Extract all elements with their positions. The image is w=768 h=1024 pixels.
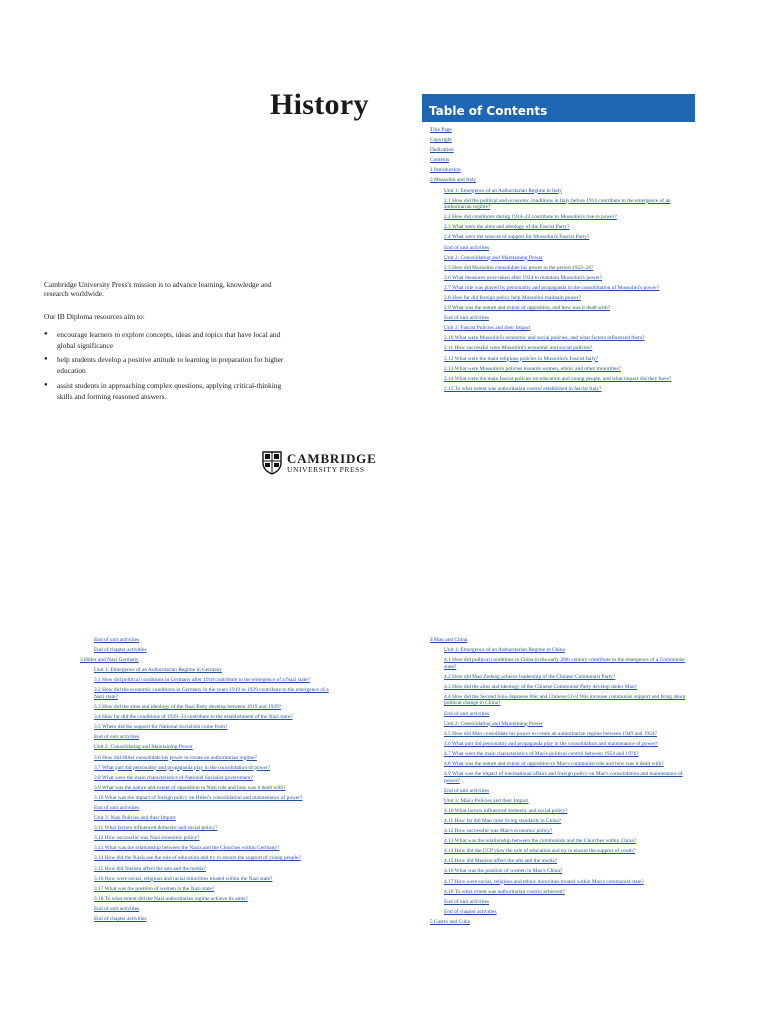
toc-entry[interactable]	[430, 376, 690, 383]
toc-entry[interactable]	[430, 808, 690, 815]
toc-entry-label: 4.15 How did Maoism affect the arts and the media?	[444, 858, 558, 865]
toc-entry-label: 2.12 What were the main religious policies in Mussolini's Fascist Italy?	[444, 355, 599, 362]
toc-entry[interactable]	[430, 889, 690, 896]
toc-entry-label: 4.16 What was the position of women in Mao's China?	[444, 868, 563, 875]
toc-entry-label: Unit 2: Consolidating and Maintaining Power	[444, 254, 543, 261]
toc-entry[interactable]	[80, 647, 340, 654]
toc-entry-label: 2.14 What were the main fascist policies on education and young people, and what impact did they have?	[444, 375, 672, 382]
toc-entry-label: 4.14 How did the CCP view the role of education and try to ensure the support of youth?	[444, 848, 636, 855]
toc-entry[interactable]	[430, 711, 690, 718]
toc-entry-label: 3.1 How did political conditions in Germany after 1918 contribute to the emergence of a Nazi state?	[94, 677, 310, 684]
aims-intro: Our IB Diploma resources aim to:	[44, 312, 145, 321]
toc-entry[interactable]	[430, 848, 690, 855]
toc-entry-label: Contents	[430, 157, 450, 164]
publisher-logo	[262, 451, 377, 475]
mission-statement: Cambridge University Press's mission is to advance learning, knowledge and research worldwide.	[44, 280, 272, 299]
toc-entry-label: 3.6 How did Hitler consolidate his power to create an authoritarian regime?	[94, 754, 257, 761]
toc-entry[interactable]	[430, 637, 690, 644]
toc-entry-label: 2.6 What measures were taken after 1924 to maintain Mussolini's power?	[444, 274, 603, 281]
toc-entry[interactable]	[80, 795, 340, 802]
toc-entry-label: 4.10 What factors influenced domestic and social policy?	[444, 807, 568, 814]
toc-entry[interactable]	[80, 687, 340, 700]
toc-entry[interactable]	[430, 315, 690, 322]
toc-entry[interactable]	[430, 255, 690, 262]
toc-entry-label: Copyright	[430, 137, 452, 144]
toc-entry[interactable]	[80, 886, 340, 893]
toc-entry-label: Unit 1: Emergence of an Authoritarian Regime in Italy	[444, 187, 562, 194]
toc-entry[interactable]	[430, 147, 690, 154]
toc-entry-label: 3.3 How did the aims and ideology of the Nazi Party develop between 1919 and 1929?	[94, 704, 282, 711]
toc-entry-label: End of unit activities	[444, 315, 490, 322]
toc-list	[430, 127, 690, 396]
toc-entry[interactable]	[430, 275, 690, 282]
toc-entry[interactable]	[430, 899, 690, 906]
toc-entry-label: End of chapter activities	[94, 916, 147, 923]
toc-entry[interactable]	[80, 916, 340, 923]
toc-entry-label: 4.3 How did the aims and ideology of the Chinese Communist Party develop under Mao?	[444, 683, 637, 690]
toc-entry[interactable]	[80, 896, 340, 903]
toc-entry[interactable]	[80, 855, 340, 862]
toc-entry[interactable]	[80, 734, 340, 741]
toc-entry-label: 2.7 What role was played by personality and propaganda in the consolidation of Mussolini's power?	[444, 284, 660, 291]
toc-entry[interactable]	[80, 835, 340, 842]
toc-entry-label: 4.8 What was the nature and extent of opposition to Mao's communist rule and how was it dealt with?	[444, 761, 664, 768]
toc-entry-label: 2.10 What were Mussolini's economic and social policies, and what factors influenced them?	[444, 335, 645, 342]
toc-entry[interactable]	[430, 694, 690, 707]
toc-entry[interactable]	[430, 657, 690, 670]
toc-entry[interactable]	[80, 704, 340, 711]
toc-entry[interactable]	[430, 721, 690, 728]
toc-entry-label: 4.7 What were the main characteristics of Mao's political control between 1954 and 1976?	[444, 750, 639, 757]
toc-entry-label: 3.13 What was the relationship between the Nazis and the Churches within Germany?	[94, 845, 280, 852]
toc-entry[interactable]	[430, 828, 690, 835]
toc-entry[interactable]	[430, 127, 690, 134]
toc-entry-label: End of chapter activities	[94, 647, 147, 654]
toc-entry-label: End of unit activities	[444, 244, 490, 251]
toc-entry[interactable]	[430, 674, 690, 681]
toc-entry[interactable]	[80, 825, 340, 832]
toc-entry[interactable]	[430, 285, 690, 292]
toc-entry[interactable]	[430, 909, 690, 916]
toc-entry[interactable]	[80, 845, 340, 852]
toc-entry[interactable]	[430, 198, 690, 211]
toc-entry[interactable]	[80, 677, 340, 684]
toc-entry[interactable]	[430, 366, 690, 373]
toc-entry-label: 4 Mao and China	[430, 637, 468, 643]
toc-entry[interactable]	[430, 188, 690, 195]
toc-entry[interactable]	[80, 866, 340, 873]
toc-entry-label: End of unit activities	[444, 710, 490, 717]
toc-entry-label: 3.12 How successful was Nazi economic policy?	[94, 835, 200, 842]
toc-entry-label: 4.4 How did the Second Sino-Japanese War and Chinese Civil War increase communist support and bring about political change in China?	[444, 693, 686, 707]
toc-entry[interactable]	[80, 667, 340, 674]
toc-entry-label: 4.6 What part did personality and propaganda play in the consolidation and maintenance of power?	[444, 740, 658, 747]
toc-entry-label: End of unit activities	[444, 898, 490, 905]
toc-entry-label: 3.5 Where did the support for National Socialism come from?	[94, 724, 228, 731]
toc-entry[interactable]	[430, 177, 690, 184]
toc-entry[interactable]	[80, 744, 340, 751]
toc-entry[interactable]	[80, 785, 340, 792]
toc-entry-label: 3.18 To what extent did the Nazi authoritarian regime achieve its aims?	[94, 895, 248, 902]
toc-entry-label: 1 Introduction	[430, 167, 461, 174]
toc-entry-label: 2.2 How did conditions during 1914–22 contribute to Mussolini's rise to power?	[444, 214, 617, 221]
toc-entry[interactable]	[430, 167, 690, 174]
toc-entry[interactable]	[430, 771, 690, 784]
toc-entry-label: 3.8 What were the main characteristics of National Socialist government?	[94, 774, 253, 781]
toc-entry[interactable]	[80, 637, 340, 644]
logo-name: CAMBRIDGE	[287, 450, 377, 466]
toc-entry[interactable]	[80, 724, 340, 731]
toc-entry-label: 4.9 What was the impact of international affairs and foreign policy on Mao's consolidation and maintenance of power?	[444, 771, 683, 784]
toc-entry-label: Dedication	[430, 147, 454, 154]
toc-entry-label: End of unit activities	[94, 637, 140, 643]
toc-entry[interactable]	[80, 775, 340, 782]
toc-entry[interactable]	[80, 805, 340, 812]
toc-entry-label: 2.11 How successful were Mussolini's economic and social policies?	[444, 345, 593, 352]
toc-entry-label: 2.4 What were the sources of support for Mussolini's Fascist Party?	[444, 234, 590, 241]
toc-entry-label: 3.7 What part did personality and propaganda play in the consolidation of power?	[94, 764, 271, 771]
toc-entry-label: Unit 3: Nazi Policies and their Impact	[94, 815, 176, 822]
toc-entry[interactable]	[430, 858, 690, 865]
toc-entry[interactable]	[430, 838, 690, 845]
toc-entry[interactable]	[430, 356, 690, 363]
toc-entry[interactable]	[80, 906, 340, 913]
toc-entry[interactable]	[430, 647, 690, 654]
toc-entry-label: End of unit activities	[94, 805, 140, 811]
toc-entry-label: 3.15 How did Nazism affect the arts and the media?	[94, 865, 206, 872]
toc-list	[430, 637, 690, 929]
toc-entry-label: 4.12 How successful was Mao's economic policy?	[444, 828, 553, 835]
toc-entry-label: 2.13 What were Mussolini's policies towards women, ethnic and other minorities?	[444, 365, 621, 372]
toc-entry[interactable]	[430, 265, 690, 272]
toc-entry[interactable]	[430, 868, 690, 875]
cover-page	[0, 0, 384, 512]
toc-entry-label: 3.17 What was the position of women in the Nazi state?	[94, 885, 215, 892]
toc-entry-label: 3.11 What factors influenced domestic and social policy?	[94, 825, 218, 832]
toc-entry-label: Unit 2: Consolidating and Maintaining Power	[94, 744, 193, 751]
toc-entry-label: 2 Mussolini and Italy	[430, 177, 476, 184]
toc-entry-label: 3.4 How far did the conditions of 1929–33 contribute to the establishment of the Nazi state?	[94, 714, 293, 721]
book-title: History	[270, 88, 369, 121]
toc-entry[interactable]	[80, 765, 340, 772]
toc-entry-label: 2.9 What was the nature and extent of opposition, and how was it dealt with?	[444, 305, 611, 312]
aims-list	[44, 330, 289, 406]
toc-list	[80, 637, 340, 926]
toc-entry[interactable]	[430, 224, 690, 231]
toc-entry[interactable]	[80, 714, 340, 721]
toc-entry-label: End of unit activities	[94, 905, 140, 912]
toc-entry[interactable]	[430, 731, 690, 738]
toc-entry[interactable]	[430, 157, 690, 164]
toc-entry-label: 2.1 How did the political and economic conditions in Italy before 1914 contribute to the emergence of an authoritarian regime?	[444, 197, 671, 211]
toc-entry-label: Unit 3: Mao's Policies and their Impact	[444, 797, 529, 804]
toc-entry[interactable]	[430, 751, 690, 758]
toc-entry-label: 4.1 How did political conditions in China in the early 20th century contribute to the emergence of a Communist state?	[444, 657, 685, 670]
toc-entry-label: 3.14 How did the Nazis see the role of education and try to ensure the support of young people?	[94, 855, 301, 862]
toc-entry-label: 3.2 How did the economic conditions in Germany in the years 1919 to 1929 contribute to the emergence of a Nazi state?	[94, 687, 329, 700]
toc-entry-label: End of unit activities	[444, 787, 490, 794]
toc-entry-label: 3.16 How were social, religious and racial minorities treated within the Nazi state?	[94, 875, 273, 882]
toc-entry[interactable]	[430, 234, 690, 241]
toc-entry[interactable]	[80, 755, 340, 762]
toc-entry[interactable]	[430, 919, 690, 926]
toc-entry[interactable]	[430, 245, 690, 252]
toc-entry[interactable]	[430, 295, 690, 302]
toc-entry-label: Unit 3: Fascist Policies and their Impact	[444, 325, 531, 332]
toc-entry-label: 2.3 What were the aims and ideology of the Fascist Party?	[444, 224, 570, 231]
toc-entry-label: 3.10 What was the impact of foreign policy on Hitler's consolidation and maintenance of power?	[94, 794, 303, 801]
toc-entry[interactable]	[430, 214, 690, 221]
toc-entry-label: Unit 2: Consolidating and Maintaining Power	[444, 720, 543, 727]
toc-entry-label: 5 Castro and Cuba	[430, 918, 470, 925]
toc-entry[interactable]	[430, 325, 690, 332]
toc-entry[interactable]	[430, 684, 690, 691]
toc-entry-label: 3.9 What was the nature and extent of opposition to Nazi rule and how was it dealt with?	[94, 784, 286, 791]
toc-entry-label: 2.8 How far did foreign policy help Mussolini maintain power?	[444, 295, 581, 301]
toc-entry[interactable]	[430, 305, 690, 312]
toc-entry[interactable]	[430, 879, 690, 886]
toc-entry-label: 4.11 How far did Mao raise living standards in China?	[444, 818, 562, 824]
toc-entry[interactable]	[430, 335, 690, 342]
logo-press: UNIVERSITY PRESS	[287, 464, 365, 474]
toc-entry-label: 3 Hitler and Nazi Germany	[80, 657, 139, 664]
toc-entry[interactable]	[430, 761, 690, 768]
toc-entry-label: Title Page	[430, 127, 452, 133]
toc-entry[interactable]	[430, 741, 690, 748]
toc-entry[interactable]	[430, 818, 690, 825]
toc-entry[interactable]	[430, 345, 690, 352]
toc-entry[interactable]	[80, 876, 340, 883]
aims-item: ● assist students in approaching complex questions, applying critical-thinking skills and forming reasoned answers.	[44, 381, 289, 402]
toc-entry[interactable]	[80, 657, 340, 664]
toc-entry-label: 2.15 To what extent was authoritarian control established in fascist Italy?	[444, 385, 602, 392]
toc-entry[interactable]	[430, 788, 690, 795]
toc-entry-label: 4.18 To what extent was authoritarian control achieved?	[444, 888, 565, 895]
toc-entry-label: End of unit activities	[94, 734, 140, 741]
toc-entry[interactable]	[430, 386, 690, 393]
toc-entry-label: Unit 1: Emergence of an Authoritarian Regime in Germany	[94, 667, 223, 674]
aims-item: ● encourage learners to explore concepts, ideas and topics that have local and global significance	[44, 330, 289, 351]
toc-entry-label: 4.13 What was the relationship between the communists and the Churches within China?	[444, 838, 636, 845]
toc-entry-label: 4.5 How did Mao consolidate his power to create an authoritarian regime between 1949 and 1954?	[444, 730, 657, 737]
toc-entry-label: Unit 1: Emergence of an Authoritarian Regime in China	[444, 647, 565, 654]
toc-entry[interactable]	[430, 798, 690, 805]
toc-entry[interactable]	[80, 815, 340, 822]
toc-entry-label: End of chapter activities	[444, 908, 497, 915]
toc-header: Table of Contents	[422, 94, 695, 122]
shield-icon	[262, 451, 282, 475]
toc-entry-label: 4.2 How did Mao Zedong achieve leadership of the Chinese Communist Party?	[444, 673, 616, 680]
toc-entry-label: 2.5 How did Mussolini consolidate his power in the period 1922–24?	[444, 264, 594, 271]
aims-item: ● help students develop a positive attitude to learning in preparation for higher education	[44, 355, 289, 376]
toc-entry-label: 4.17 How were social, religious and ethnic minorities treated within Mao's communist state?	[444, 878, 644, 885]
toc-entry[interactable]	[430, 137, 690, 144]
